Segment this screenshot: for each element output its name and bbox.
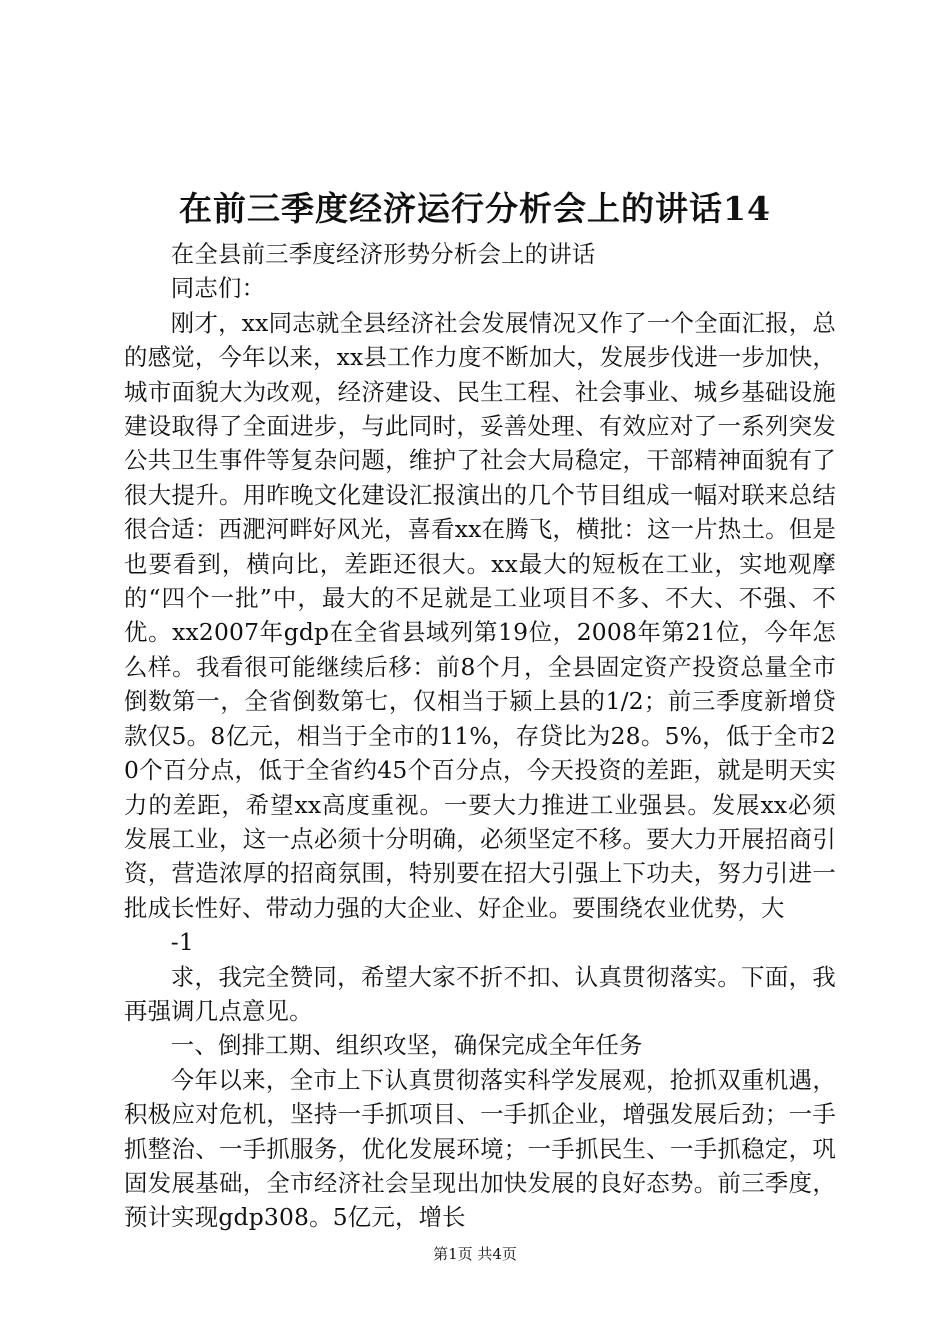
salutation: 同志们： (170, 274, 266, 303)
body-paragraph: 求，我完全赞同，希望大家不折不扣、认真贯彻落实。下面，我再强调几点意见。 (124, 962, 836, 1025)
body-paragraph: 今年以来，全市上下认真贯彻落实科学发展观，抢抓双重机遇，积极应对危机，坚持一手抓项目、一手抓企业，增强发展后劲；一手抓整治、一手抓服务，优化发展环境；一手抓民生、一手抓稳定，巩固发展基础，全市经济社会呈现出加快发展的良好态势。前三季度，预计实现gdp308。5亿元，增长 (124, 1065, 836, 1232)
section-heading: 一、倒排工期、组织攻坚，确保完成全年任务 (170, 1031, 643, 1060)
inline-page-marker: -1 (170, 928, 194, 957)
document-title: 在前三季度经济运行分析会上的讲话14 (179, 189, 771, 228)
page-footer: 第1页 共4页 (433, 1245, 517, 1263)
speech-heading: 在全县前三季度经济形势分析会上的讲话 (170, 240, 596, 268)
document-body (124, 237, 836, 1235)
body-paragraph: 刚才，xx同志就全县经济社会发展情况又作了一个全面汇报，总的感觉，今年以来，xx县工作力度不断加大，发展步伐进一步加快，城市面貌大为改观，经济建设、民生工程、社会事业、城乡基础设施建设取得了全面进步，与此同时，妥善处理、有效应对了一系列突发公共卫生事件等复杂问题，维护了社会大局稳定，干部精神面貌有了很大提升。用昨晚文化建设汇报演出的几个节目组成一幅对联来总结很合适：西淝河畔好风光，喜看xx在腾飞，横批：这一片热土。但是也要看到，横向比，差距还很大。xx最大的短板在工业，实地观摩的“四个一批”中，最大的不足就是工业项目不多、不大、不强、不优。xx2007年gdp在全省县域列第19位，2008年第21位，今年怎么样。我看很可能继续后移：前8个月，全县固定资产投资总量全市倒数第一，全省倒数第七，仅相当于颍上县的1/2；前三季度新增贷款仅5。8亿元，相当于全市的11%，存贷比为28。5%，低于全市20个百分点，低于全省约45个百分点，今天投资的差距，就是明天实力的差距，希望xx高度重视。一要大力推进工业强县。发展xx必须发展工业，这一点必须十分明确，必须坚定不移。要大力开展招商引资，营造浓厚的招商氛围，特别要在招大引强上下功夫，努力引进一批成长性好、带动力强的大企业、好企业。要围绕农业优势，大 (124, 308, 836, 922)
